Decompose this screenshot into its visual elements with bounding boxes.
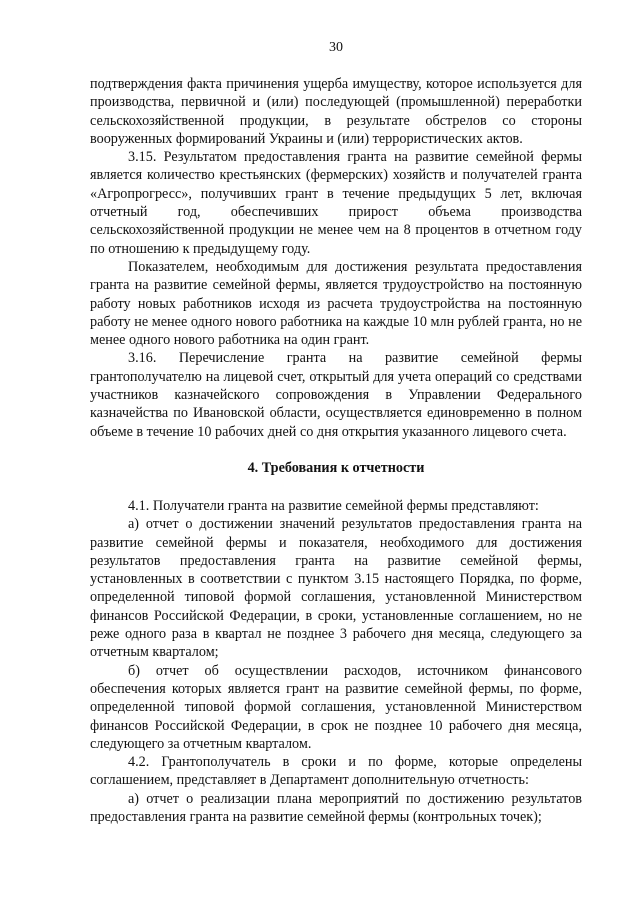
paragraph-4-2-intro: 4.2. Грантополучатель в сроки и по форме, которые определены соглашением, представляет в Департамент дополнительную отчетность: <box>90 754 582 789</box>
page-number: 30 <box>329 40 343 55</box>
paragraph-damage-confirmation: подтверждения факта причинения ущерба имуществу, которое используется для производства, первичной и (или) последующей (промышленной) переработки сельскохозяйственной продукции, в результате обстрелов со стороны вооруженных формирований Украины и (или) террористических актов. <box>90 76 582 147</box>
paragraph-3-15-result: 3.15. Результатом предоставления гранта на развитие семейной фермы является количество крестьянских (фермерских) хозяйств и получателей гранта «Агропрогресс», получивших грант в течение предыдущих 5 лет, включая отчетный год, обеспечивших прирост объема производства сельскохозяйственной продукции не менее чем на 8 процентов в отчетном году по отношению к предыдущему году. <box>90 149 582 257</box>
document-page <box>90 40 582 826</box>
paragraph-3-16-transfer: 3.16. Перечисление гранта на развитие семейной фермы грантополучателю на лицевой счет, открытый для учета операций со средствами участников казначейского сопровождения в Управлении Федерального казначейства по Ивановской области, осуществляется единовременно в полном объеме в течение 10 рабочих дней со дня открытия указанного лицевого счета. <box>90 350 582 440</box>
section-4-body <box>90 497 582 826</box>
section-4-heading: 4. Требования к отчетности <box>247 459 425 476</box>
paragraph-4-1-intro: 4.1. Получатели гранта на развитие семейной фермы представляют: <box>128 497 539 514</box>
paragraph-4-1-b: б) отчет об осуществлении расходов, источником финансового обеспечения которых является грант на развитие семейной фермы, по форме, определенной типовой формой соглашения, установленной Министерством финансов Российской Федерации, в срок не позднее 10 рабочего дня месяца, следующего за отчетным кварталом. <box>90 662 582 752</box>
paragraph-4-2-a: а) отчет о реализации плана мероприятий по достижению результатов предоставления гранта на развитие семейной фермы (контрольных точек); <box>90 790 582 825</box>
paragraph-4-1-a: а) отчет о достижении значений результатов предоставления гранта на развитие семейной фермы и показателя, необходимого для достижения результатов предоставления гранта на развитие семейной фермы, установленных в соответствии с пунктом 3.15 настоящего Порядка, по форме, определенной типовой формой соглашения, установленной Министерством финансов Российской Федерации, в сроки, установленные соглашением, но не реже одного раза в квартал не позднее 3 рабочего дня месяца, следующего за отчетным кварталом; <box>90 516 582 661</box>
paragraph-indicator: Показателем, необходимым для достижения результата предоставления гранта на развитие семейной фермы, является трудоустройство на постоянную работу новых работников исходя из расчета трудоустройства на постоянную работу не менее одного нового работника на каждые 10 млн рублей гранта, но не менее одного нового работника на один грант. <box>90 258 582 349</box>
section-3-body <box>90 75 582 441</box>
